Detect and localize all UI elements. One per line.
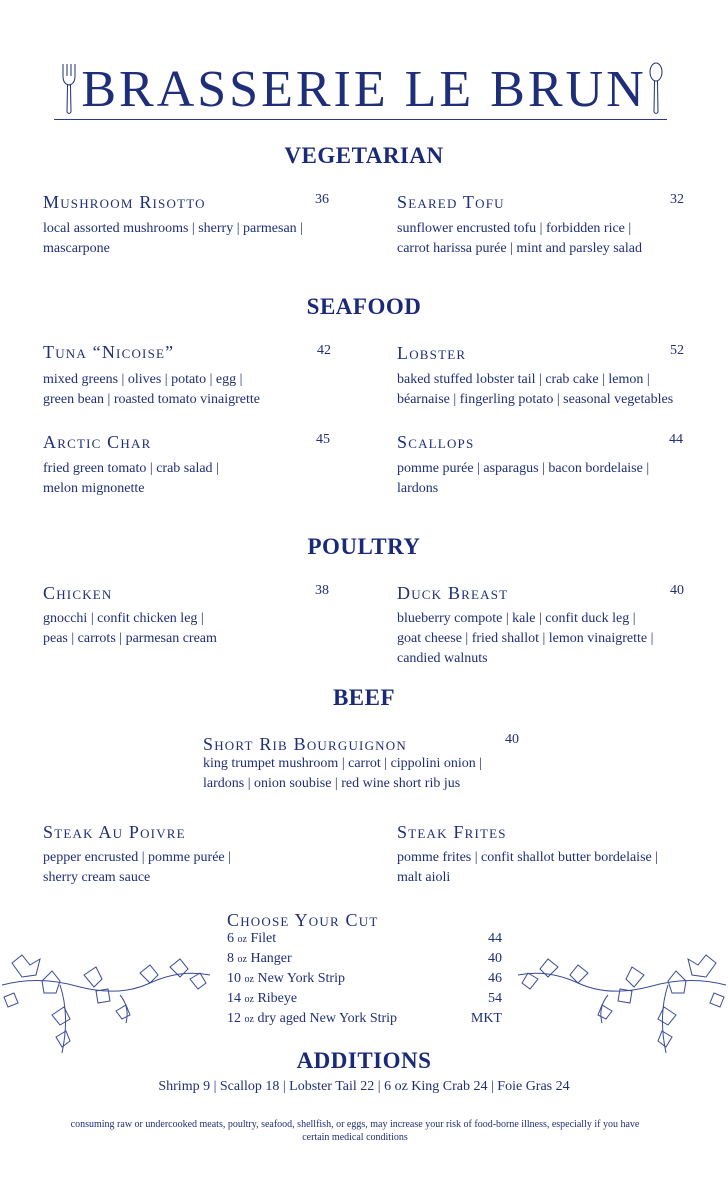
cut-row [227, 951, 502, 971]
dish-desc-mushroom-risotto: local assorted mushrooms | sherry | parmesan | mascarpone [43, 221, 303, 256]
dish-desc-tuna-nicoise: mixed greens | olives | potato | egg | green bean | roasted tomato vinaigrette [43, 372, 260, 407]
section-heading-poultry: POULTRY [307, 534, 421, 559]
dish-desc-lobster: baked stuffed lobster tail | crab cake | lemon | béarnaise | fingerling potato | seasonal vegetables [397, 372, 674, 407]
dish-price-short-rib-bourguignon: 40 [505, 732, 519, 747]
header-divider [54, 119, 667, 120]
cut-row [227, 931, 502, 951]
cut-list-title: Choose Your Cut [227, 910, 379, 930]
dish-desc-seared-tofu: sunflower encrusted tofu | forbidden rice | carrot harissa purée | mint and parsley salad [397, 221, 642, 256]
dish-price-duck-breast: 40 [670, 583, 684, 598]
cut-name: 14 oz Ribeye [227, 991, 298, 1006]
dish-name-short-rib-bourguignon: Short Rib Bourguignon [203, 734, 407, 754]
dish-desc-short-rib-bourguignon: king trumpet mushroom | carrot | cippolini onion | lardons | onion soubise | red wine short rib jus [203, 756, 483, 791]
cut-price: 54 [488, 991, 502, 1006]
cut-name: 10 oz New York Strip [227, 971, 345, 986]
dish-name-mushroom-risotto: Mushroom Risotto [43, 192, 206, 212]
dish-name-arctic-char: Arctic Char [43, 432, 152, 452]
dish-name-duck-breast: Duck Breast [397, 583, 509, 603]
cut-row [227, 971, 502, 991]
cut-price: 40 [488, 951, 502, 966]
dish-price-arctic-char: 45 [316, 432, 330, 447]
food-safety-disclaimer: consuming raw or undercooked meats, poultry, seafood, shellfish, or eggs, may increase your risk of food-borne illness, especially if you have certain medical conditions [70, 1119, 640, 1143]
section-heading-seafood: SEAFOOD [306, 294, 422, 319]
section-heading-additions: ADDITIONS [296, 1048, 432, 1073]
dish-name-steak-au-poivre: Steak Au Poivre [43, 822, 186, 842]
cut-row [227, 1011, 502, 1031]
dish-desc-duck-breast: blueberry compote | kale | confit duck leg | goat cheese | fried shallot | lemon vinaigrette | candied walnuts [397, 611, 654, 666]
cut-price: 44 [488, 931, 502, 946]
cut-name: 8 oz Hanger [227, 951, 292, 966]
cut-price: 46 [488, 971, 502, 986]
dish-price-lobster: 52 [670, 343, 684, 358]
cut-row [227, 991, 502, 1011]
dish-price-scallops: 44 [669, 432, 683, 447]
dish-price-seared-tofu: 32 [670, 192, 684, 207]
dish-desc-scallops: pomme purée | asparagus | bacon bordelaise | lardons [397, 461, 650, 496]
ivy-vine-icon [513, 945, 728, 1060]
spoon-icon [648, 62, 664, 116]
dish-desc-arctic-char: fried green tomato | crab salad | melon mignonette [43, 461, 219, 496]
dish-name-steak-frites: Steak Frites [397, 822, 507, 842]
dish-price-chicken: 38 [315, 583, 329, 598]
dish-desc-steak-au-poivre: pepper encrusted | pomme purée | sherry cream sauce [43, 850, 231, 885]
dish-name-chicken: Chicken [43, 583, 113, 603]
dish-name-scallops: Scallops [397, 432, 475, 452]
section-heading-vegetarian: VEGETARIAN [284, 143, 444, 168]
dish-price-mushroom-risotto: 36 [315, 192, 329, 207]
dish-desc-steak-frites: pomme frites | confit shallot butter bordelaise | malt aioli [397, 850, 659, 885]
additions-list: Shrimp 9 | Scallop 18 | Lobster Tail 22 | 6 oz King Crab 24 | Foie Gras 24 [158, 1079, 570, 1094]
dish-name-seared-tofu: Seared Tofu [397, 192, 505, 212]
restaurant-title: BRASSERIE LE BRUN [81, 61, 647, 118]
section-heading-beef: BEEF [332, 685, 396, 710]
cut-price: MKT [470, 1011, 502, 1026]
dish-price-tuna-nicoise: 42 [317, 343, 331, 358]
dish-name-lobster: Lobster [397, 343, 467, 363]
dish-name-tuna-nicoise: Tuna “Nicoise” [43, 342, 175, 362]
cut-name: 12 oz dry aged New York Strip [227, 1011, 398, 1026]
cut-name: 6 oz Filet [227, 931, 277, 946]
ivy-vine-icon [0, 945, 215, 1060]
dish-desc-chicken: gnocchi | confit chicken leg | peas | carrots | parmesan cream [43, 611, 217, 646]
